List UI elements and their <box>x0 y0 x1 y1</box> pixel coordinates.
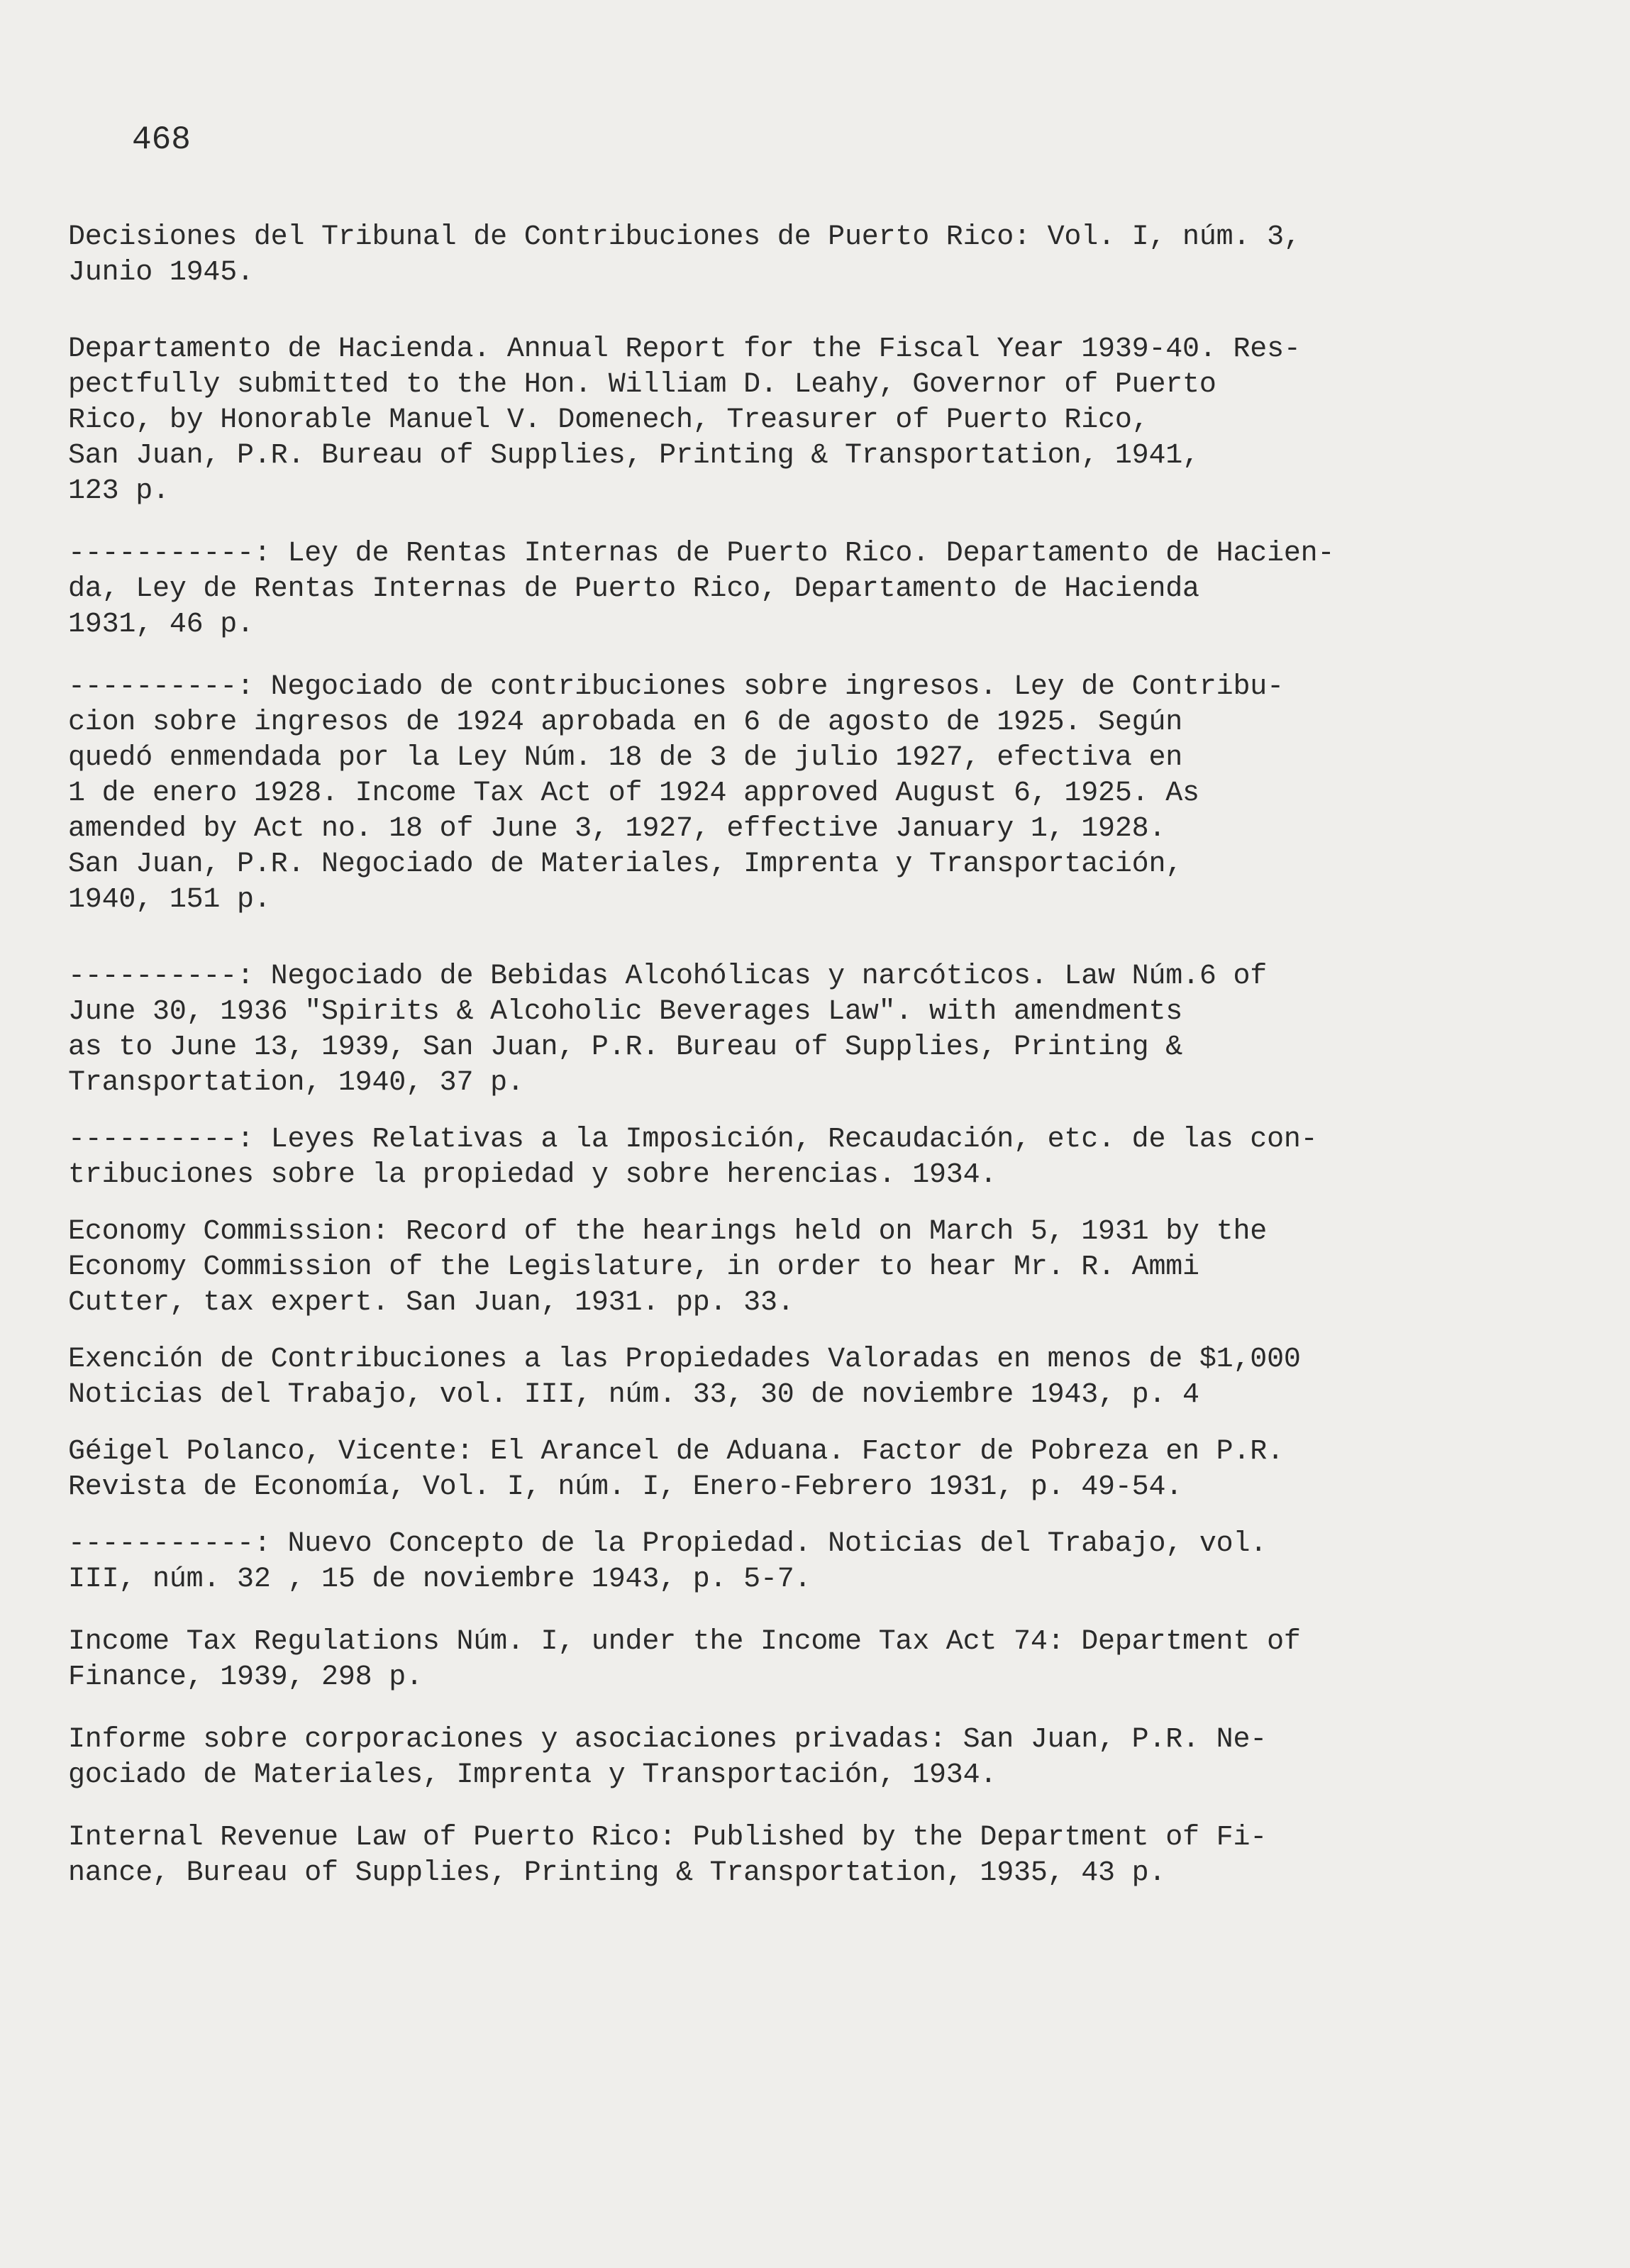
bibliography-entry <box>68 1722 1416 1793</box>
entry-line: Revista de Economía, Vol. I, núm. I, Enero-Febrero 1931, p. 49-54. <box>68 1471 1183 1503</box>
entry-line: Decisiones del Tribunal de Contribuciones de Puerto Rico: Vol. I, núm. 3, <box>68 221 1301 253</box>
bibliography-entry <box>68 959 1416 1101</box>
bibliography-entry <box>68 1820 1416 1891</box>
entry-line: da, Ley de Rentas Internas de Puerto Rico, Departamento de Hacienda <box>68 573 1199 605</box>
bibliography-entry <box>68 536 1416 643</box>
entry-line: -----------: Nuevo Concepto de la Propiedad. Noticias del Trabajo, vol. <box>68 1528 1268 1560</box>
entry-line: nance, Bureau of Supplies, Printing & Transportation, 1935, 43 p. <box>68 1857 1166 1889</box>
entry-line: pectfully submitted to the Hon. William D. Leahy, Governor of Puerto <box>68 369 1216 401</box>
entry-line: June 30, 1936 "Spirits & Alcoholic Beverages Law". with amendments <box>68 996 1183 1028</box>
entry-line: San Juan, P.R. Negociado de Materiales, Imprenta y Transportación, <box>68 848 1183 880</box>
bibliography-entry <box>68 1434 1416 1505</box>
entry-line: Internal Revenue Law of Puerto Rico: Published by the Department of Fi- <box>68 1822 1268 1854</box>
entry-line: Exención de Contribuciones a las Propiedades Valoradas en menos de $1,000 <box>68 1344 1301 1376</box>
entry-line: cion sobre ingresos de 1924 aprobada en 6 de agosto de 1925. Según <box>68 707 1183 739</box>
bibliography-list <box>68 196 1416 1891</box>
entry-line: Informe sobre corporaciones y asociaciones privadas: San Juan, P.R. Ne- <box>68 1724 1268 1756</box>
entry-line: Transportation, 1940, 37 p. <box>68 1067 524 1099</box>
entry-line: Noticias del Trabajo, vol. III, núm. 33, 30 de noviembre 1943, p. 4 <box>68 1379 1199 1411</box>
entry-line: Income Tax Regulations Núm. I, under the Income Tax Act 74: Department of <box>68 1626 1301 1658</box>
entry-line: -----------: Ley de Rentas Internas de Puerto Rico. Departamento de Hacien- <box>68 538 1335 570</box>
bibliography-entry <box>68 1215 1416 1321</box>
entry-line: Economy Commission: Record of the hearings held on March 5, 1931 by the <box>68 1216 1268 1248</box>
entry-line: Finance, 1939, 298 p. <box>68 1661 423 1693</box>
entry-line: ----------: Leyes Relativas a la Imposición, Recaudación, etc. de las con- <box>68 1124 1318 1156</box>
bibliography-entry <box>68 1342 1416 1413</box>
entry-line: amended by Act no. 18 of June 3, 1927, effective January 1, 1928. <box>68 813 1166 845</box>
entry-line: ----------: Negociado de contribuciones sobre ingresos. Ley de Contribu- <box>68 671 1284 703</box>
bibliography-entry <box>68 670 1416 918</box>
entry-line: 1940, 151 p. <box>68 884 271 916</box>
entry-line: 1 de enero 1928. Income Tax Act of 1924 approved August 6, 1925. As <box>68 778 1199 809</box>
entry-line: as to June 13, 1939, San Juan, P.R. Bureau of Supplies, Printing & <box>68 1031 1183 1063</box>
bibliography-entry <box>68 220 1416 291</box>
entry-line: Géigel Polanco, Vicente: El Arancel de Aduana. Factor de Pobreza en P.R. <box>68 1436 1284 1468</box>
entry-line: Junio 1945. <box>68 257 254 289</box>
entry-line: Cutter, tax expert. San Juan, 1931. pp. 33. <box>68 1287 794 1319</box>
entry-line: Economy Commission of the Legislature, in order to hear Mr. R. Ammi <box>68 1251 1199 1283</box>
entry-line: 1931, 46 p. <box>68 609 254 641</box>
page-number: 468 <box>132 121 191 158</box>
entry-line: ----------: Negociado de Bebidas Alcohólicas y narcóticos. Law Núm.6 of <box>68 961 1268 992</box>
entry-line: San Juan, P.R. Bureau of Supplies, Printing & Transportation, 1941, <box>68 440 1199 472</box>
bibliography-entry <box>68 1122 1416 1193</box>
entry-line: quedó enmendada por la Ley Núm. 18 de 3 de julio 1927, efectiva en <box>68 742 1183 774</box>
entry-line: gociado de Materiales, Imprenta y Transportación, 1934. <box>68 1759 997 1791</box>
entry-line: 123 p. <box>68 475 170 507</box>
entry-line: III, núm. 32 , 15 de noviembre 1943, p. 5-7. <box>68 1564 811 1595</box>
bibliography-entry <box>68 1625 1416 1696</box>
entry-line: Departamento de Hacienda. Annual Report for the Fiscal Year 1939-40. Res- <box>68 333 1301 365</box>
entry-line: Rico, by Honorable Manuel V. Domenech, Treasurer of Puerto Rico, <box>68 404 1149 436</box>
bibliography-entry <box>68 1527 1416 1598</box>
entry-line: tribuciones sobre la propiedad y sobre herencias. 1934. <box>68 1159 997 1191</box>
bibliography-entry <box>68 332 1416 509</box>
